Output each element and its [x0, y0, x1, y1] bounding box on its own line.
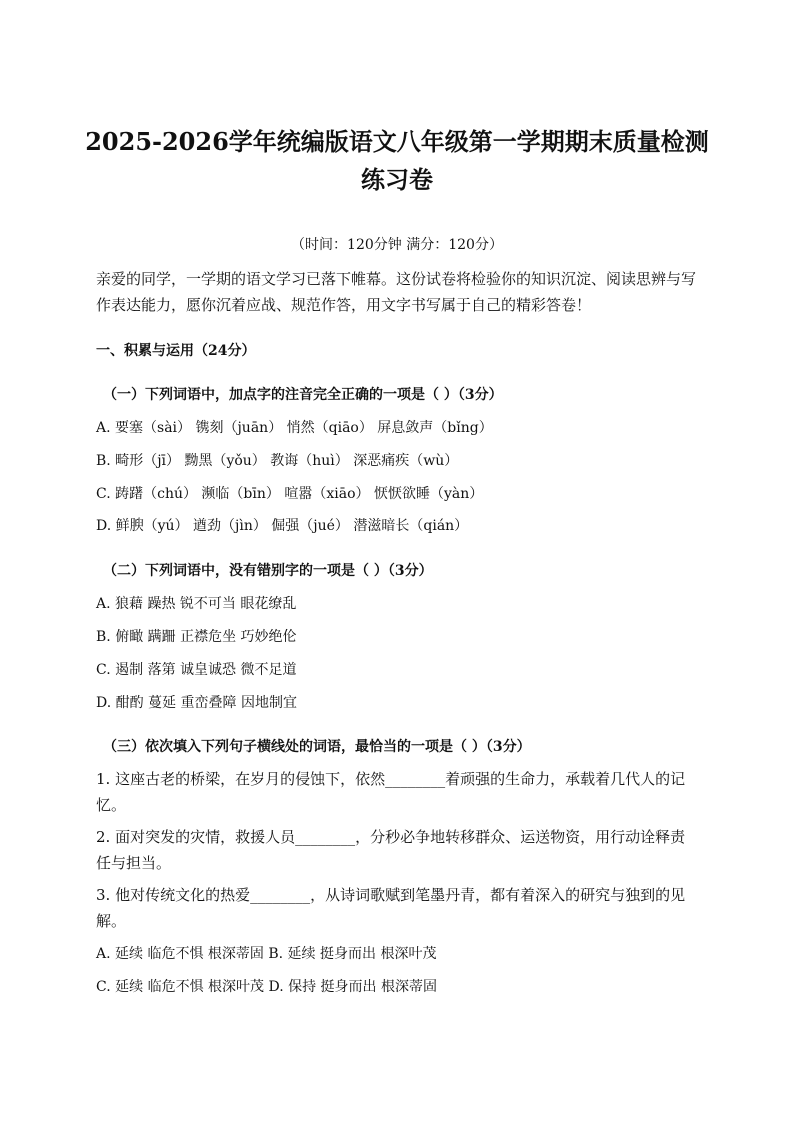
q1-option-b: B. 畸形（jī） 黝黑（yǒu） 教诲（huì） 深恶痛疾（wù）: [96, 453, 459, 469]
page-title: 2025-2026学年统编版语文八年级第一学期期末质量检测: [85, 127, 709, 156]
question-3-heading: （三）依次填入下列句子横线处的词语，最恰当的一项是（ ）（3分）: [103, 739, 531, 755]
question-1-heading: （一）下列词语中，加点字的注音完全正确的一项是（ ）（3分）: [103, 387, 503, 403]
intro-paragraph: 亲爱的同学，一学期的语文学习已落下帷幕。这份试卷将检验你的知识沉淀、阅读思辨与写作表达能力，愿你沉着应战、规范作答，用文字书写属于自己的精彩答卷！: [96, 270, 697, 314]
q1-option-c: C. 踌躇（chú） 濒临（bīn） 喧嚣（xiāo） 恹恹欲睡（yàn）: [96, 486, 484, 502]
section-heading-1: 一、积累与运用（24分）: [96, 343, 256, 359]
q3-sentence-2: 2. 面对突发的灾情，救援人员________，分秒必争地转移群众、运送物资，用行动诠释责任与担当。: [96, 828, 686, 872]
exam-time-score: （时间：120分钟 满分：120分）: [291, 237, 503, 253]
q3-options-ab: A. 延续 临危不惧 根深蒂固 B. 延续 挺身而出 根深叶茂: [96, 946, 437, 962]
q3-options-cd: C. 延续 临危不惧 根深叶茂 D. 保持 挺身而出 根深蒂固: [96, 979, 437, 995]
page-title-continued: 练习卷: [361, 165, 433, 194]
q1-option-d: D. 鲜腴（yú） 遒劲（jìn） 倔强（jué） 潜滋暗长（qián）: [96, 518, 469, 534]
q3-sentence-1: 1. 这座古老的桥梁，在岁月的侵蚀下，依然________着顽强的生命力，承载着几代人的记忆。: [96, 770, 686, 814]
q2-option-c: C. 遏制 落第 诚皇诚恐 微不足道: [96, 662, 297, 678]
q2-option-a: A. 狼藉 躁热 锐不可当 眼花缭乱: [96, 596, 297, 612]
q3-sentence-3: 3. 他对传统文化的热爱________，从诗词歌赋到笔墨丹青，都有着深入的研究与独到的见解。: [96, 886, 686, 930]
q2-option-b: B. 俯瞰 蹒跚 正襟危坐 巧妙绝伦: [96, 629, 297, 645]
q2-option-d: D. 酣酌 蔓延 重峦叠障 因地制宜: [96, 695, 297, 711]
q1-option-a: A. 要塞（sài） 镌刻（juān） 悄然（qiāo） 屏息敛声（bǐng）: [96, 420, 493, 436]
question-2-heading: （二）下列词语中，没有错别字的一项是（ ）（3分）: [103, 563, 433, 579]
